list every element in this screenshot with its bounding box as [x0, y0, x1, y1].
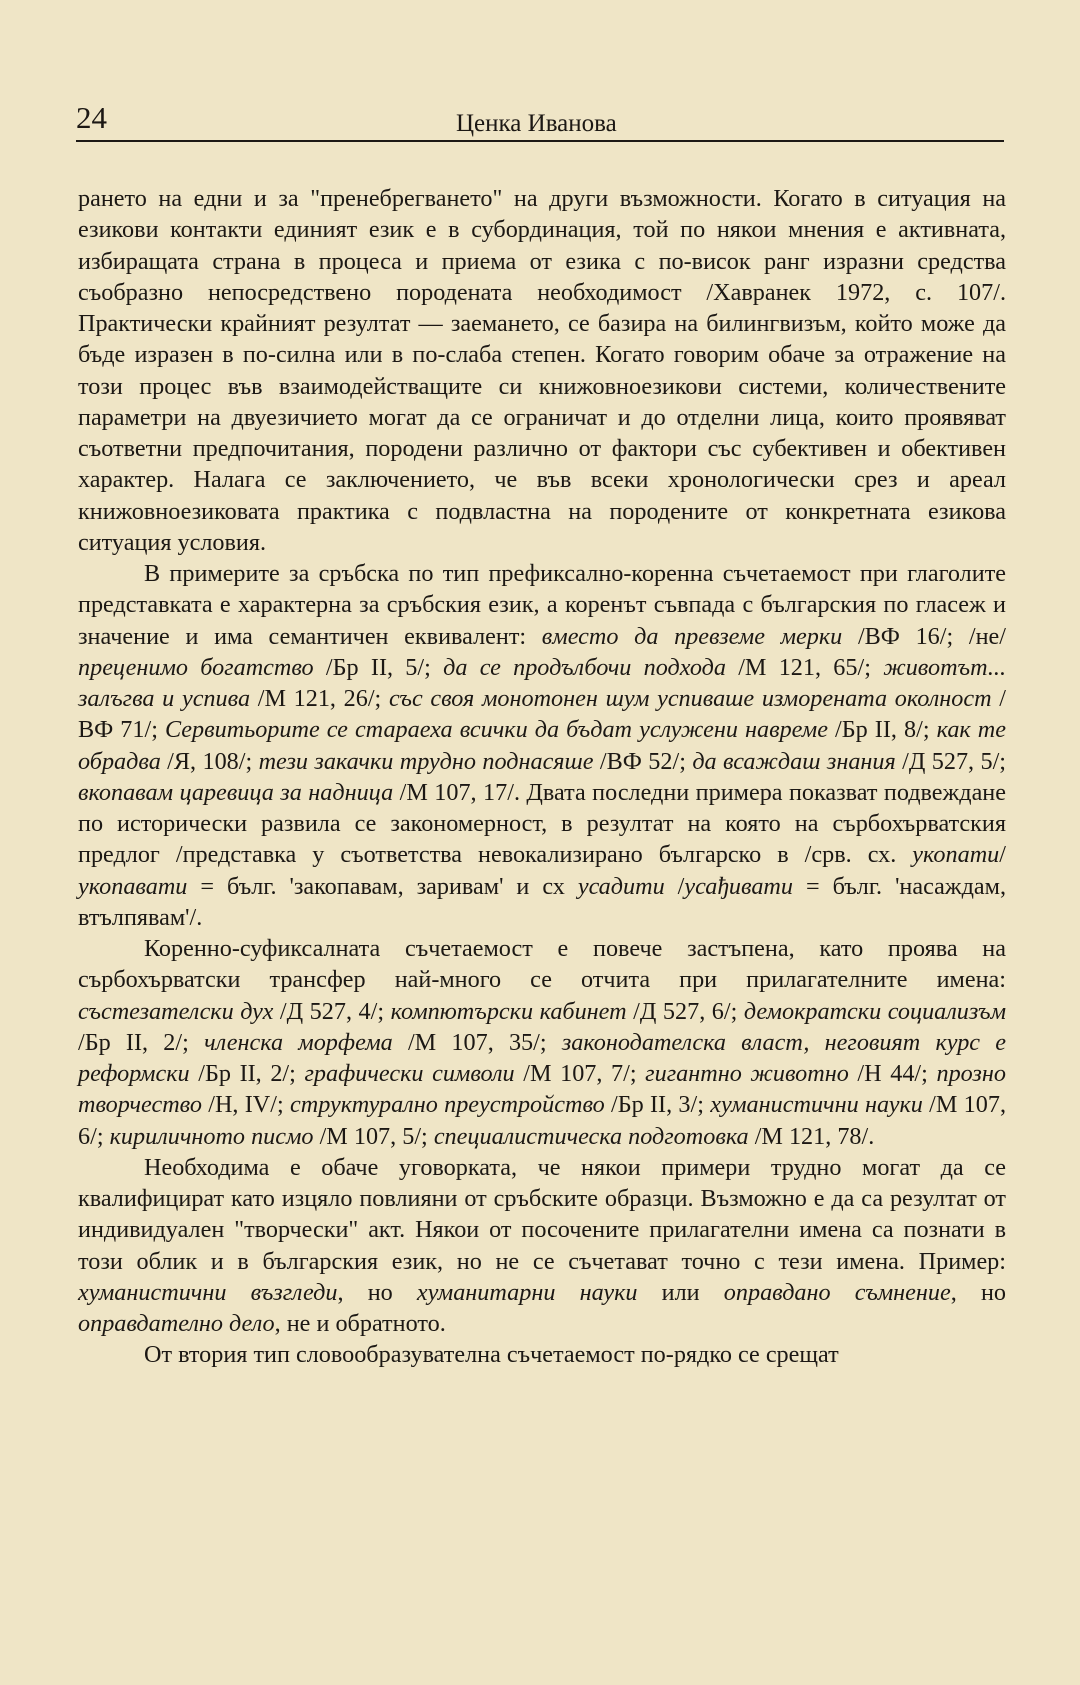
- text-segment: /М 107, 5/;: [313, 1122, 434, 1150]
- text-segment: /М 121, 65/;: [725, 653, 884, 681]
- text-segment: /Д 527, 4/;: [273, 997, 391, 1025]
- text-segment: /Бр II, 2/;: [78, 1028, 205, 1056]
- example-phrase: преценимо богатство: [78, 653, 314, 681]
- example-phrase: хуманитарни науки: [416, 1278, 638, 1306]
- text-segment: = бълг. 'насаждам, втълпявам'/.: [78, 872, 1006, 931]
- text-segment: /Бр II, 2/;: [189, 1060, 305, 1087]
- text-segment: рането на едни и за "пренебрегването" на други възможности. Когато в ситуация на езикови контакти единият език е в субординация, той по някои мнения е активната, избиращата страна в процеса и приема от езика с по-висок ранг изразни средства съобразно непосредствено породената необходимост /Хавранек 1972, с. 107/. Практически крайният резултат — заемането, се базира на билингвизъм, който може да бъде изразен в по-силна или в по-слаба степен. Когато говорим обаче за отражение на този процес във взаимодействащите си книжовноезикови системи, количествените параметри на двуезичието могат да се ограничат и до отделни лица, които проявяват съответни предпочитания, породени различно от фактори със субективен и обективен характер. Налага се заключението, че във всеки хронологически срез и ареал книжовноезиковата практика с подвластна на породените от конкретната езикова ситуация условия.: [78, 185, 1006, 556]
- text-segment: /Н, IV/;: [201, 1091, 290, 1119]
- paragraph: [78, 183, 1006, 558]
- example-phrase: Сервитьорите се стараеха всички да бъдат услужени навреме: [165, 716, 828, 744]
- example-phrase: оправдателно дело: [78, 1310, 275, 1337]
- text-segment: /ВФ 52/;: [593, 747, 693, 775]
- text-segment: /М 107, 7/;: [514, 1060, 646, 1087]
- text-segment: , но: [950, 1278, 1006, 1306]
- body-text: [78, 183, 1006, 1371]
- text-segment: /М 107, 17/. Двата последни примера показват подвеждане по исторически развила се закономерност, в резултат на която на сърбохърватския предлог /представка у съответства невокализирано българско в /срв. сх.: [78, 778, 1006, 869]
- example-phrase: със своя монотонен шум успиваше изморената околност: [388, 685, 992, 712]
- text-segment: От втория тип словообразувателна съчетаемост по-рядко се срещат: [144, 1341, 839, 1369]
- page-header: [76, 100, 1004, 144]
- text-segment: /Д 527, 6/;: [626, 997, 744, 1025]
- example-phrase: членска морфема: [204, 1028, 393, 1056]
- example-phrase: оправдано съмнение: [723, 1278, 951, 1306]
- example-phrase: вместо да превземе мерки: [541, 622, 843, 650]
- paragraph: [78, 933, 1006, 1152]
- text-segment: /Я, 108/;: [160, 747, 259, 775]
- text-segment: или: [637, 1278, 724, 1306]
- example-phrase: специалистическа подготовка: [433, 1122, 749, 1150]
- text-segment: /Н 44/;: [848, 1060, 937, 1087]
- example-phrase: състезателски дух: [78, 997, 274, 1025]
- header-rule: [76, 140, 1004, 142]
- text-segment: /: [664, 872, 685, 900]
- example-phrase: демократски социализъм: [743, 997, 1007, 1025]
- running-title: Ценка Иванова: [456, 110, 617, 137]
- text-segment: /ВФ 16/; /не/: [842, 622, 1006, 650]
- example-phrase: вкопавам царевица за надница: [78, 778, 394, 806]
- example-phrase: да се продълбочи подхода: [443, 653, 726, 681]
- paragraph: [78, 558, 1006, 933]
- text-segment: /Бр II, 8/;: [827, 716, 937, 744]
- example-phrase: законодателска власт, неговият курс е реформски: [78, 1028, 1006, 1087]
- example-phrase: графически символи: [304, 1060, 515, 1087]
- example-phrase: хуманистични науки: [710, 1091, 923, 1119]
- example-phrase: прозно творчество: [78, 1060, 1006, 1119]
- text-segment: /М 121, 78/.: [748, 1122, 875, 1150]
- example-phrase: структурално преустройство: [290, 1091, 605, 1119]
- text-segment: /М 107, 6/;: [78, 1091, 1006, 1150]
- example-phrase: хуманистични възгледи: [78, 1278, 338, 1306]
- text-segment: , но: [337, 1278, 417, 1306]
- text-segment: /ВФ 71/;: [78, 685, 1006, 744]
- example-phrase: усадити: [577, 872, 665, 900]
- paragraph: [78, 1339, 1006, 1370]
- example-phrase: укопавати: [78, 872, 188, 900]
- text-segment: Необходима е обаче уговорката, че някои примери трудно могат да се квалифицират като изцяло повлияни от сръбските образци. Възможно е да са резултат от индивидуален "творчески" акт. Някои от посочените прилагателни имена са познати в този облик и в българския език, но не се съчетават точно с тези имена. Пример:: [78, 1153, 1006, 1275]
- example-phrase: компютърски кабинет: [390, 997, 627, 1025]
- text-segment: /М 107, 35/;: [392, 1028, 562, 1056]
- text-segment: , не и обратното.: [274, 1310, 446, 1337]
- example-phrase: животът... залъгва и успива: [78, 653, 1006, 712]
- text-segment: /Бр II, 5/;: [313, 653, 444, 681]
- example-phrase: гигантно животно: [645, 1060, 849, 1087]
- page-number: 24: [76, 100, 107, 135]
- text-segment: /Д 527, 5/;: [895, 747, 1007, 775]
- text-segment: /Бр II, 3/;: [604, 1091, 711, 1119]
- paragraph: [78, 1152, 1006, 1340]
- text-segment: /М 121, 26/;: [250, 685, 389, 712]
- text-segment: Коренно-суфиксалната съчетаемост е повече застъпена, като проява на сърбохърватски трансфер най-много се отчита при прилагателните имена:: [78, 935, 1006, 994]
- text-segment: /: [999, 841, 1006, 869]
- example-phrase: да всаждаш знания: [692, 747, 896, 775]
- text-segment: = бълг. 'закопавам, заривам' и сх: [187, 872, 578, 900]
- example-phrase: усађивати: [684, 872, 793, 900]
- example-phrase: тези закачки трудно поднасяше: [258, 747, 594, 775]
- example-phrase: укопати: [912, 841, 1000, 869]
- example-phrase: кириличното писмо: [109, 1122, 314, 1150]
- text-segment: В примерите за сръбска по тип префиксално-коренна съчетаемост при глаголите представката е характерна за сръбския език, а коренът съвпада с българския по гласеж и значение и има семантичен еквивалент:: [78, 560, 1006, 650]
- example-phrase: как те обрадва: [78, 716, 1006, 775]
